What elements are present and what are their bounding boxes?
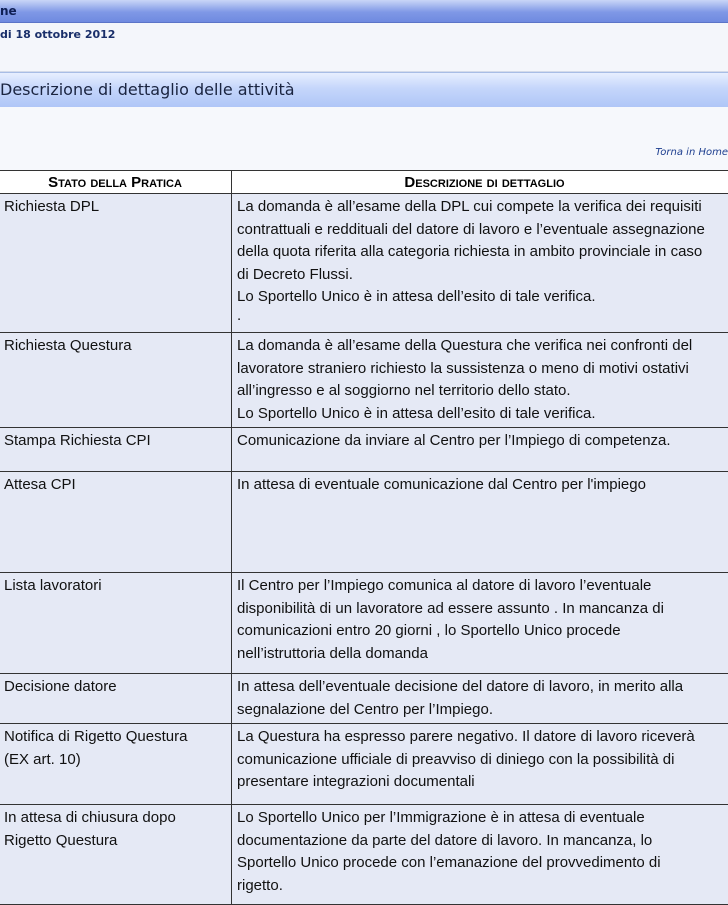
description-cell (232, 428, 728, 472)
description-line: comunicazioni entro 20 giorni , lo Sportello Unico procede (237, 620, 728, 643)
state-text: (EX art. 10) (4, 749, 231, 772)
state-text: Attesa CPI (4, 474, 231, 497)
description-line: documentazione da parte del datore di lavoro. In mancanza, lo (237, 830, 728, 853)
description-line: . (237, 309, 728, 323)
header-descrizione: Descrizione di dettaglio (232, 171, 728, 194)
home-link[interactable]: Torna in Home (655, 147, 728, 158)
description-cell (232, 194, 728, 333)
table-row (0, 428, 728, 472)
table-row (0, 724, 728, 805)
state-text: Stampa Richiesta CPI (4, 430, 231, 453)
description-line: La domanda è all’esame della DPL cui compete la verifica dei requisiti (237, 196, 728, 219)
description-cell (232, 805, 728, 905)
section-header (0, 72, 728, 108)
state-text: Lista lavoratori (4, 575, 231, 598)
table-row (0, 573, 728, 674)
state-cell (0, 428, 232, 472)
table-row (0, 333, 728, 428)
status-table (0, 170, 728, 905)
content-area (0, 107, 728, 884)
state-text: Decisione datore (4, 676, 231, 699)
description-line: Lo Sportello Unico è in attesa dell’esito di tale verifica. (237, 286, 728, 309)
description-cell (232, 573, 728, 674)
table-row (0, 805, 728, 905)
state-cell (0, 472, 232, 573)
description-line: La Questura ha espresso parere negativo. Il datore di lavoro riceverà (237, 726, 728, 749)
description-line: In attesa dell’eventuale decisione del datore di lavoro, in merito alla (237, 676, 728, 699)
state-cell (0, 194, 232, 333)
state-cell (0, 805, 232, 905)
description-line: comunicazione ufficiale di preavviso di diniego con la possibilità di (237, 749, 728, 772)
table-row (0, 674, 728, 724)
state-cell (0, 573, 232, 674)
description-line: contrattuali e reddituali del datore di lavoro e l’eventuale assegnazione (237, 219, 728, 242)
description-cell (232, 674, 728, 724)
description-line: La domanda è all’esame della Questura che verifica nei confronti del (237, 335, 728, 358)
table-row (0, 194, 728, 333)
state-text: Notifica di Rigetto Questura (4, 726, 231, 749)
description-line: disponibilità di un lavoratore ad essere assunto . In mancanza di (237, 598, 728, 621)
description-line: Lo Sportello Unico per l’Immigrazione è in attesa di eventuale (237, 807, 728, 830)
description-line: presentare integrazioni documentali (237, 771, 728, 794)
header-stato-pratica: Stato della Pratica (0, 171, 232, 194)
description-line: rigetto. (237, 875, 728, 898)
description-line: lavoratore straniero richiesto la sussistenza o meno di motivi ostativi (237, 358, 728, 381)
description-line: di Decreto Flussi. (237, 264, 728, 287)
description-cell (232, 472, 728, 573)
table-header-row (0, 171, 728, 194)
date-bar (0, 23, 728, 72)
description-line: della quota riferita alla categoria richiesta in ambito provinciale in caso (237, 241, 728, 264)
state-text: In attesa di chiusura dopo (4, 807, 231, 830)
state-text: Richiesta Questura (4, 335, 231, 358)
description-line: Sportello Unico procede con l’emanazione del provvedimento di (237, 852, 728, 875)
state-text: Richiesta DPL (4, 196, 231, 219)
state-text: Rigetto Questura (4, 830, 231, 853)
table-row (0, 472, 728, 573)
description-cell (232, 333, 728, 428)
current-date: di 18 ottobre 2012 (0, 28, 115, 41)
description-line: nell’istruttoria della domanda (237, 643, 728, 666)
state-cell (0, 674, 232, 724)
description-line: In attesa di eventuale comunicazione dal Centro per l'impiego (237, 474, 728, 497)
description-line: Lo Sportello Unico è in attesa dell’esito di tale verifica. (237, 403, 728, 426)
description-line: Il Centro per l’Impiego comunica al datore di lavoro l’eventuale (237, 575, 728, 598)
description-cell (232, 724, 728, 805)
state-cell (0, 724, 232, 805)
top-title: ne (0, 4, 17, 18)
top-title-bar (0, 0, 728, 23)
description-line: segnalazione del Centro per l’Impiego. (237, 699, 728, 722)
state-cell (0, 333, 232, 428)
description-line: all’ingresso e al soggiorno nel territorio dello stato. (237, 380, 728, 403)
section-title: Descrizione di dettaglio delle attività (0, 80, 295, 99)
description-line: Comunicazione da inviare al Centro per l’Impiego di competenza. (237, 430, 728, 453)
